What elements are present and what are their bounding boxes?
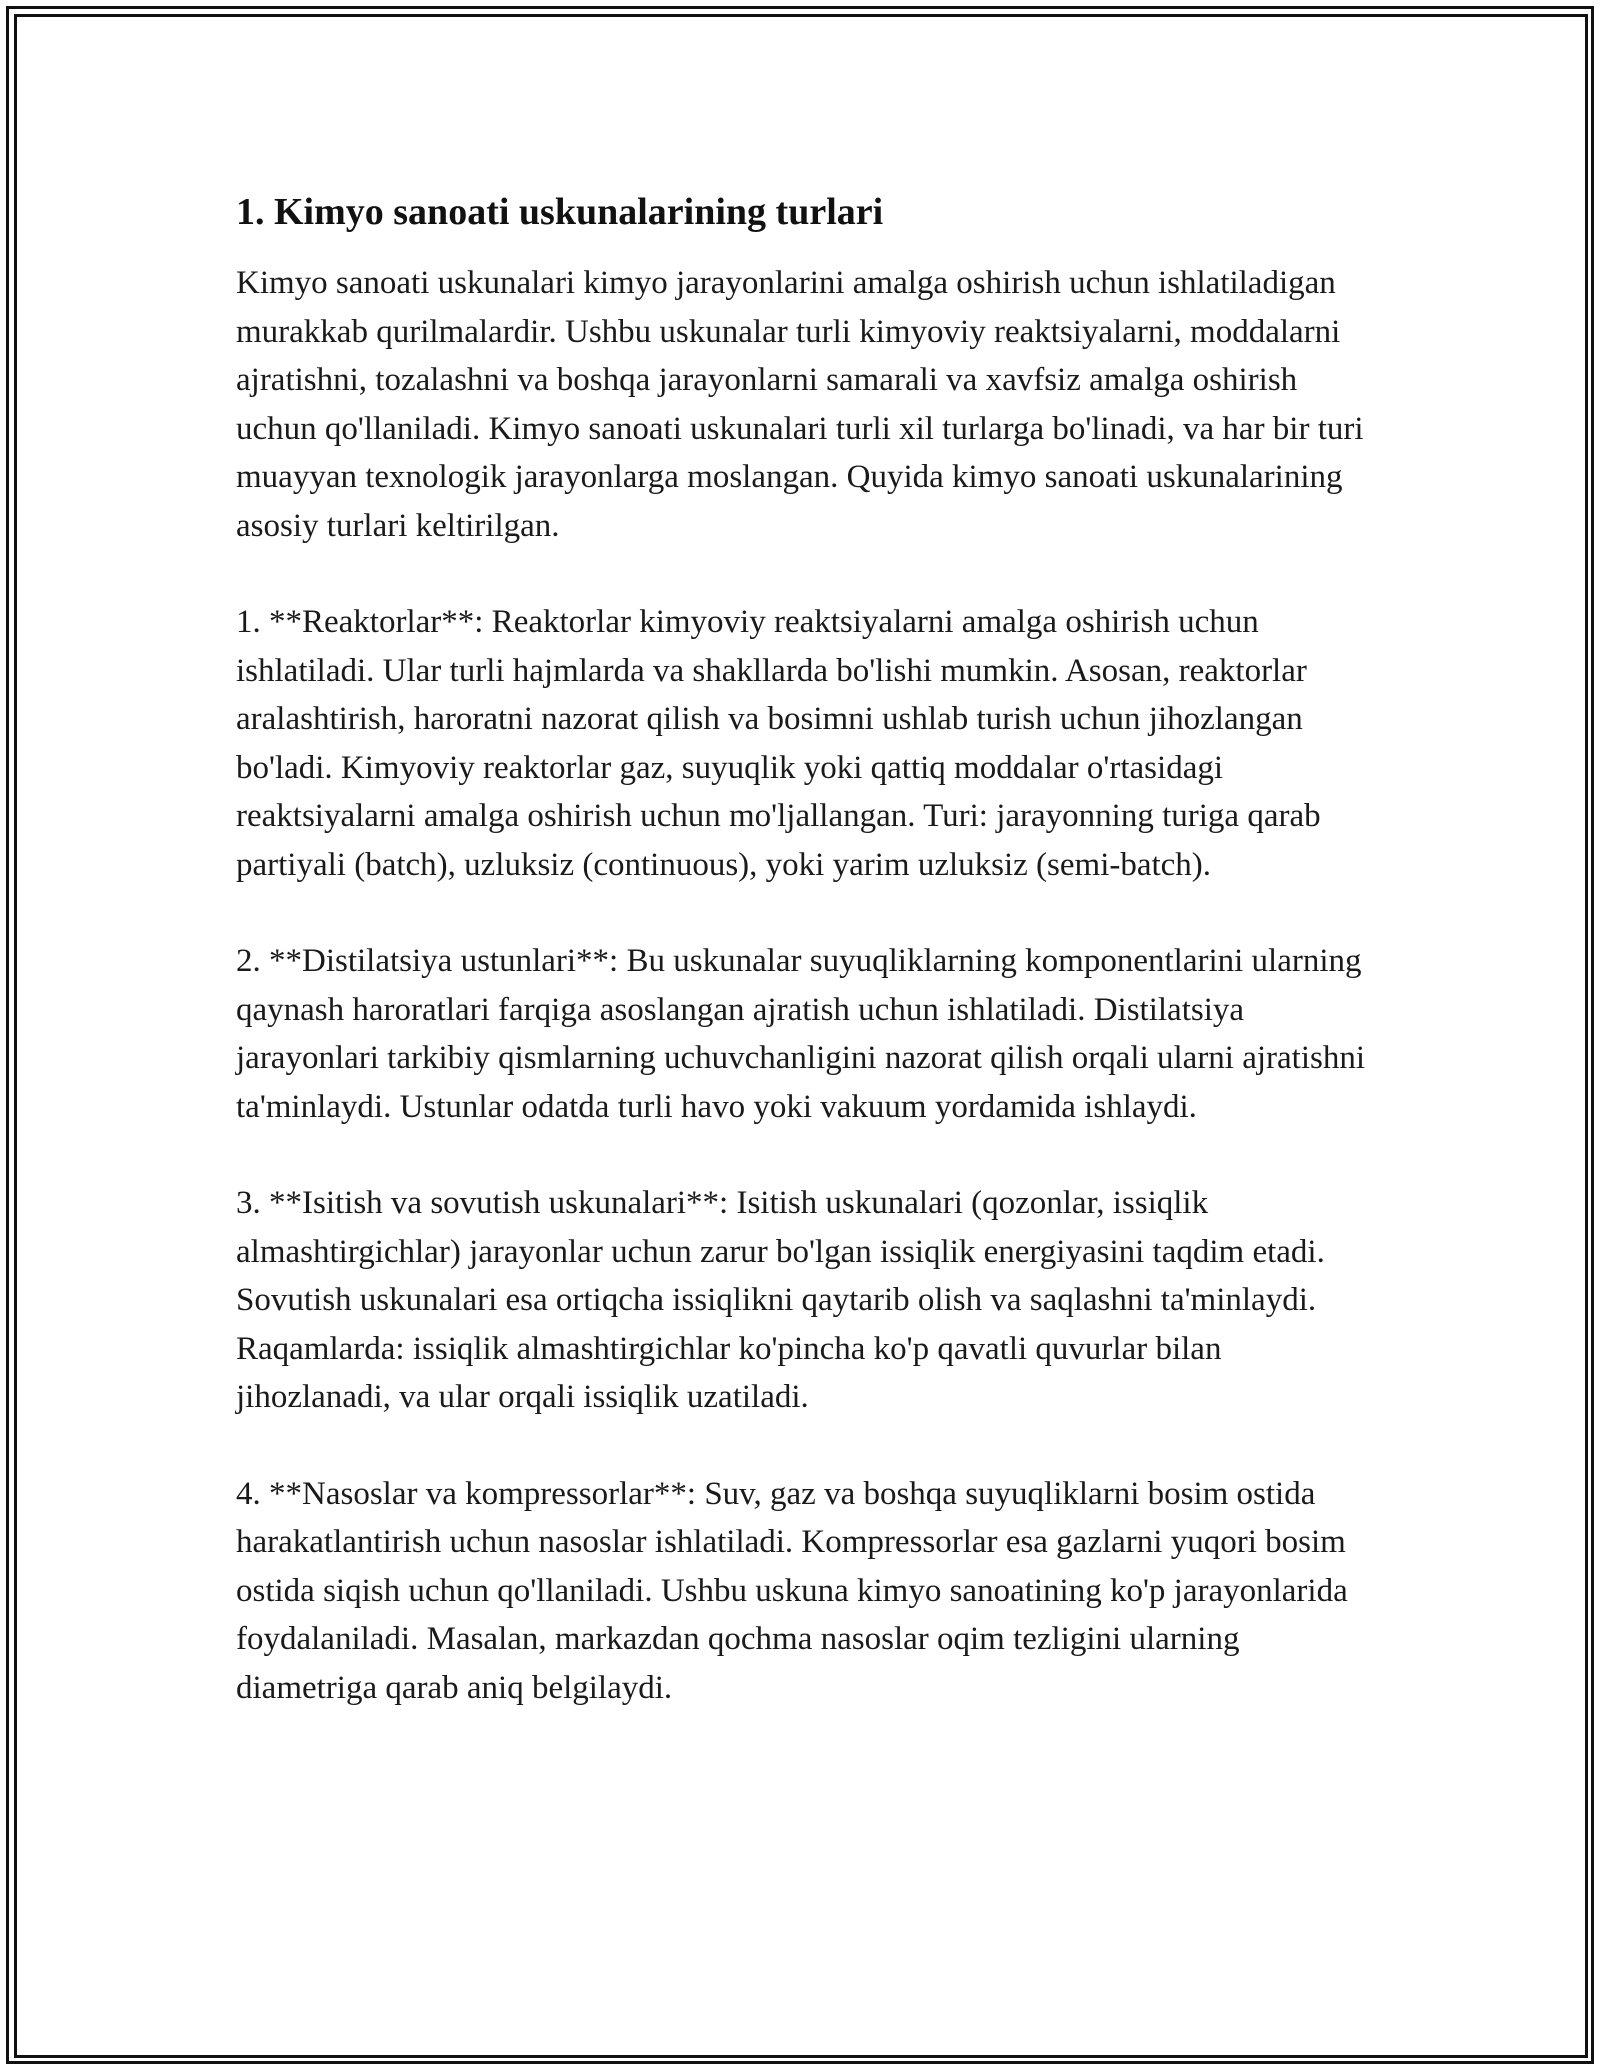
paragraph-heating-cooling: 3. **Isitish va sovutish uskunalari**: Isitish uskunalari (qozonlar, issiqlik almashtirgichlar) jarayonlar uchun zarur bo'lgan issiqlik energiyasini taqdim etadi. Sovutish uskunalari esa ortiqcha issiqlikni qaytarib olish va saqlashni ta'minlaydi. Raqamlarda: issiqlik almashtirgichlar ko'pincha ko'p qavatli quvurlar bilan jihozlanadi, va ular orqali issiqlik uzatiladi.	[236, 1185, 1325, 1415]
paragraph-pumps-compressors: 4. **Nasoslar va kompressorlar**: Suv, gaz va boshqa suyuqliklarni bosim ostida harakatlantirish uchun nasoslar ishlatiladi. Kompressorlar esa gazlarni yuqori bosim ostida siqish uchun qo'llaniladi. Ushbu uskuna kimyo sanoatining ko'p jarayonlarida foydalaniladi. Masalan, markazdan qochma nasoslar oqim tezligini ularning diametriga qarab aniq belgilaydi.	[236, 1475, 1348, 1706]
document-body	[236, 186, 1366, 1760]
section-title: 1. Kimyo sanoati uskunalarining turlari	[236, 191, 884, 233]
paragraph-distillation-columns: 2. **Distilatsiya ustunlari**: Bu uskunalar suyuqliklarning komponentlarini ularning qaynash haroratlari farqiga asoslangan ajratish uchun ishlatiladi. Distilatsiya jarayonlari tarkibiy qismlarning uchuvchanligini nazorat qilish orqali ularni ajratishni ta'minlaydi. Ustunlar odatda turli havo yoki vakuum yordamida ishlaydi.	[236, 943, 1366, 1125]
paragraph-reactors: 1. **Reaktorlar**: Reaktorlar kimyoviy reaktsiyalarni amalga oshirish uchun ishlatiladi. Ular turli hajmlarda va shakllarda bo'lishi mumkin. Asosan, reaktorlar aralashtirish, haroratni nazorat qilish va bosimni ushlab turish uchun jihozlangan bo'ladi. Kimyoviy reaktorlar gaz, suyuqlik yoki qattiq moddalar o'rtasidagi reaktsiyalarni amalga oshirish uchun mo'ljallangan. Turi: jarayonning turiga qarab partiyali (batch), uzluksiz (continuous), yoki yarim uzluksiz (semi-batch).	[236, 604, 1321, 883]
intro-paragraph: Kimyo sanoati uskunalari kimyo jarayonlarini amalga oshirish uchun ishlatiladigan murakkab qurilmalardir. Ushbu uskunalar turli kimyoviy reaktsiyalarni, moddalarni ajratishni, tozalashni va boshqa jarayonlarni samarali va xavfsiz amalga oshirish uchun qo'llaniladi. Kimyo sanoati uskunalari turli xil turlarga bo'linadi, va har bir turi muayyan texnologik jarayonlarga moslangan. Quyida kimyo sanoati uskunalarining asosiy turlari keltirilgan.	[236, 265, 1364, 544]
